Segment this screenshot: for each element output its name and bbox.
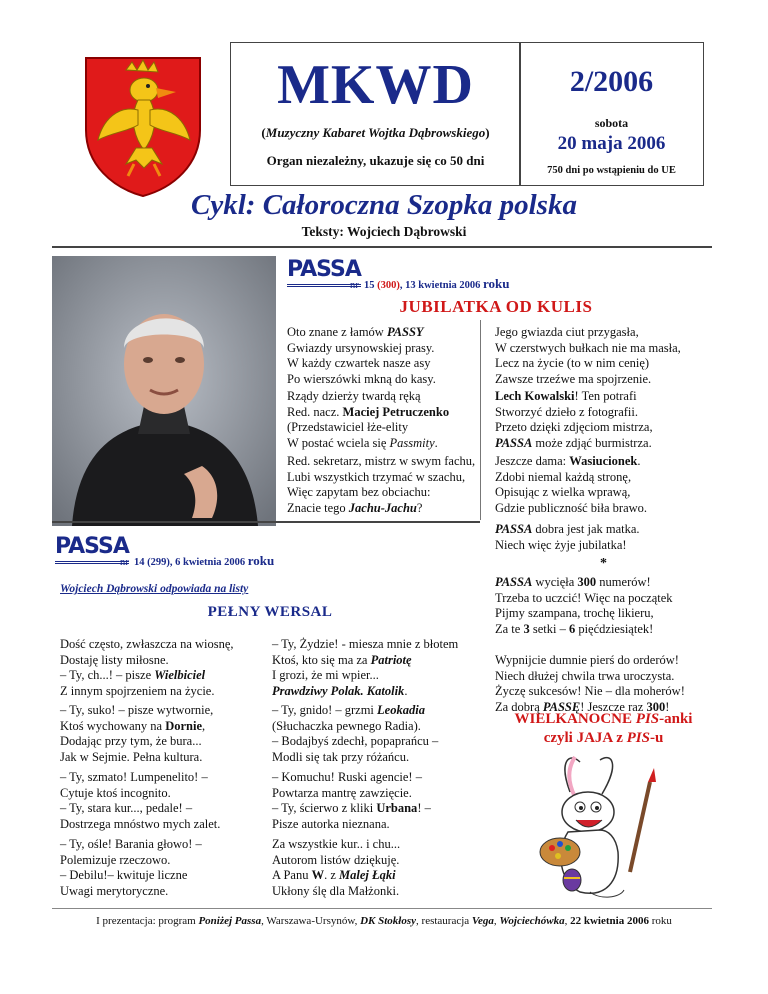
jubilatka-stanza-7: PASSA dobra jest jak matka. Niech więc żyje jubilatka! [495,522,640,552]
issue-box [519,42,704,186]
wersal-stanza-5: – Ty, Żydzie! - miesza mnie z błotem Ktoś, kto się ma za Patriotę I grozi, że mi wpier... Prawdziwy Polak. Katolik. [272,637,459,698]
jubilatka-stanza-4: Jego gwiazda ciut przygasła, W czerstwych bułkach nie ma masła, Lecz na życie (to w nim cenię) Zawsze trzeźwe ma spojrzenie. [495,325,681,386]
coat-of-arms-image [78,50,208,200]
jubilatka-stanza-5: Lech Kowalski! Ten potrafi Stworzyć dzieło z fotografii. Przeto dzięki zdjęciom mistrza, PASSA może zdjąć burmistrza. [495,389,653,450]
wersal-stanza-7: – Komuchu! Ruski agencie! – Powtarza mantrę zawzięcie. – Ty, ścierwo z kliki Urbana! – Pisze autorka nieznana. [272,770,431,831]
masthead-subtitle: (Muzyczny Kabaret Wojtka Dąbrowskiego) [261,125,490,140]
cycle-title: Cykl: Całoroczna Szopka polska [191,189,577,221]
jubilatka-title: JUBILATKA OD KULIS [399,297,593,316]
jubilatka-stanza-6: Jeszcze dama: Wasiucionek. Zdobi niemal każdą stronę, Opisując z wielka wprawą, Gdzie publiczność biła brawo. [495,454,648,515]
jubilatka-stanza-2: Rządy dzierży twardą ręką Red. nacz. Maciej Petruczenko (Przedstawiciel łże-elity W postać wcielа się Passmity. [287,389,450,450]
separator-star: * [600,556,607,571]
issue-number: 2/2006 [569,65,654,98]
wersal-stanza-1: Dość często, zwłaszcza na wiosnę, Dostaję listy miłosne. – Ty, ch...! – pisze Wielbiciel Z innym spojrzeniem na życie. [60,637,234,698]
column-divider [480,320,481,520]
passa-issue-2: nr 14 (299), 6 kwietnia 2006 roku [120,553,275,568]
wersal-stanza-4: – Ty, ośle! Barania głowo! – Polemizuje rzeczowo. – Debilu!– kwituje liczne Uwagi merytoryczne. [60,837,202,898]
jubilatka-stanza-8: PASSA wycięła 300 numerów! Trzeba to uczcić! Więc na początek Pijmy szampana, trochę likieru, Za te 3 setki – 6 pięćdziesiątek! [495,575,673,636]
wersal-stanza-2: – Ty, suko! – pisze wytwornie, Ktoś wychowany na Dornie, Dodając przy tym, że bura... Jak w Sejmie. Pełna kultura. [60,703,214,764]
wersal-stanza-6: – Ty, gnido! – grzmi Leokadia (Słuchaczka pewnego Radia). – Bodajbyś zdechł, popaprańcu – Modli się tak przy różańcu. [272,703,439,764]
passa-logo-1: PASSA [287,256,361,287]
masthead-title: MKWD [277,54,474,116]
wersal-kicker: Wojciech Dąbrowski odpowiada na listy [60,583,249,595]
issue-date: 20 maja 2006 [557,133,666,154]
passa-issue-1: nr 15 (300), 13 kwietnia 2006 roku [350,276,510,291]
wersal-stanza-3: – Ty, szmato! Lumpenelito! – Cytuje ktoś incognito. – Ty, stara kur..., pedale! – Dostrzega mnóstwo mych zalet. [60,770,221,831]
middle-rule [52,521,480,523]
cycle-author: Teksty: Wojciech Dąbrowski [301,224,467,239]
footer-line: I prezentacja: program Poniżej Passa, Warszawa-Ursynów, DK Stokłosy, restauracja Vega, Wojciechówka, 22 kwietnia 2006 roku [96,915,672,927]
issue-weekday: sobota [594,116,629,130]
wersal-stanza-8: Za wszystkie kur.. i chu... Autorom listów dziękuję. A Panu W. z Malej Łąki Ukłony ślę dla Małżonki. [272,837,401,898]
passa-logo-2: PASSA [55,533,129,564]
top-rule [52,246,712,248]
jubilatka-stanza-9: Wypnijcie dumnie pierś do orderów! Niech dłużej chwila trwa uroczysta. Życzę sukcesów! Nie – dla moherów! Za dobrą PASSĘ! Jeszcze raz 300! [495,653,685,714]
wielkanocne-heading: WIELKANOCNE PIS-anki czyli JAJA z PIS-u [514,711,693,746]
masthead-organ: Organ niezależny, ukazuje się co 50 dni [266,153,485,168]
jubilatka-stanza-1: Oto znane z łamów PASSY Gwiazdy ursynowskiej prasy. W każdy czwartek nasze asy Po wierszówki mkną do kasy. [287,325,436,386]
jubilatka-stanza-3: Red. sekretarz, mistrz w swym fachu, Lubi wszystkich trzymać w szachu, Więc zapytam bez obciachu: Znacie tego Jachu-Jachu? [287,454,476,515]
wersal-title: PEŁNY WERSAL [207,604,333,620]
masthead-box [230,42,521,186]
bottom-rule [52,908,712,909]
easter-bunny-illustration [520,752,690,902]
issue-ue-note: 750 dni po wstąpieniu do UE [547,165,676,176]
portrait-photo [52,256,276,526]
